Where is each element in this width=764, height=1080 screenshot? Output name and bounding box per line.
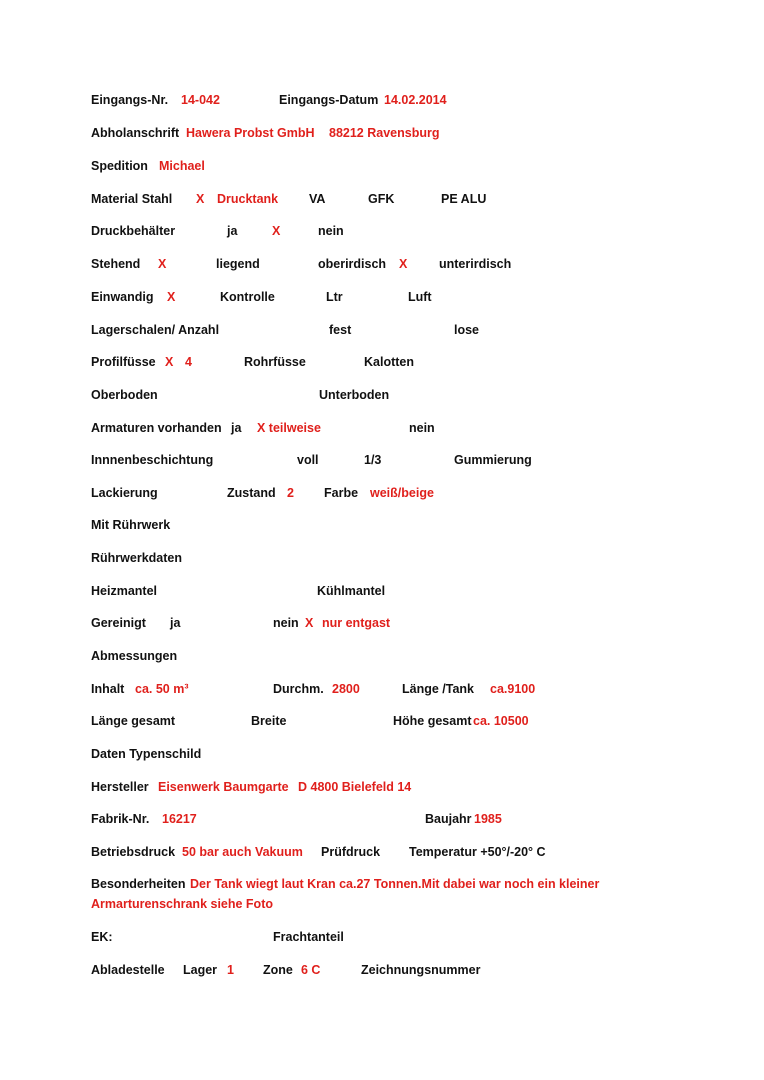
row-druckbehaelter <box>0 222 764 240</box>
field-label: VA <box>309 192 326 206</box>
row-material <box>0 190 764 208</box>
field-label: Zeichnungsnummer <box>361 963 481 977</box>
row-inhalt <box>0 680 764 698</box>
field-value: D 4800 Bielefeld 14 <box>298 780 412 794</box>
row-innenbeschichtung <box>0 451 764 469</box>
field-label: Frachtanteil <box>273 930 344 944</box>
field-label: Länge gesamt <box>91 714 176 728</box>
field-label: lose <box>454 323 480 337</box>
field-label: Betriebsdruck <box>91 845 176 859</box>
row-abholanschrift <box>0 124 764 142</box>
field-value: 2 <box>287 486 294 500</box>
row-hersteller <box>0 778 764 796</box>
field-value: Drucktank <box>217 192 279 206</box>
row-lackierung <box>0 484 764 502</box>
field-label: Unterboden <box>319 388 390 402</box>
field-label: Baujahr <box>425 812 472 826</box>
field-value: X <box>305 616 314 630</box>
row-lagerschalen <box>0 321 764 339</box>
row-oberboden <box>0 386 764 404</box>
field-label: Rohrfüsse <box>244 355 306 369</box>
field-label: Profilfüsse <box>91 355 156 369</box>
field-value: X <box>165 355 174 369</box>
field-label: Stehend <box>91 257 141 271</box>
field-label: Lagerschalen/ Anzahl <box>91 323 220 337</box>
row-besonderheiten-2 <box>0 895 764 913</box>
field-label: Temperatur +50°/-20° C <box>409 845 546 859</box>
field-label: Spedition <box>91 159 148 173</box>
field-label: Eingangs-Nr. <box>91 93 169 107</box>
field-label: Eingangs-Datum <box>279 93 379 107</box>
field-label: voll <box>297 453 319 467</box>
field-label: Breite <box>251 714 287 728</box>
field-label: ja <box>227 224 238 238</box>
field-label: Gummierung <box>454 453 532 467</box>
row-gereinigt <box>0 614 764 632</box>
field-label: Länge /Tank <box>402 682 475 696</box>
field-label: Durchm. <box>273 682 324 696</box>
field-value: 14.02.2014 <box>384 93 447 107</box>
row-einwandig <box>0 288 764 306</box>
field-label: Gereinigt <box>91 616 146 630</box>
field-value: X <box>196 192 205 206</box>
row-laenge-gesamt <box>0 712 764 730</box>
field-label: nein <box>409 421 435 435</box>
field-label: ja <box>170 616 181 630</box>
field-value: X <box>158 257 167 271</box>
field-label: ja <box>231 421 242 435</box>
field-value: 14-042 <box>181 93 220 107</box>
field-value: Eisenwerk Baumgarte <box>158 780 289 794</box>
field-label: fest <box>329 323 352 337</box>
field-value: X <box>167 290 176 304</box>
row-betriebsdruck <box>0 843 764 861</box>
field-label: Lager <box>183 963 218 977</box>
field-value: X <box>399 257 408 271</box>
field-label: Kalotten <box>364 355 414 369</box>
field-label: Zone <box>263 963 293 977</box>
field-label: Ltr <box>326 290 343 304</box>
field-label: Einwandig <box>91 290 154 304</box>
field-label: Abmessungen <box>91 649 178 663</box>
field-value: 88212 Ravensburg <box>329 126 440 140</box>
field-value: 2800 <box>332 682 360 696</box>
field-value: Der Tank wiegt laut Kran ca.27 Tonnen.Mit dabei war noch ein kleiner <box>190 877 600 891</box>
row-eingangs <box>0 91 764 109</box>
row-ek <box>0 928 764 946</box>
row-ruehrwerk <box>0 516 764 534</box>
field-value: nur entgast <box>322 616 391 630</box>
field-label: unterirdisch <box>439 257 512 271</box>
field-value: 1 <box>227 963 234 977</box>
field-value: 16217 <box>162 812 197 826</box>
row-typenschild <box>0 745 764 763</box>
field-value: Michael <box>159 159 205 173</box>
field-value: X <box>272 224 281 238</box>
field-label: Druckbehälter <box>91 224 176 238</box>
field-label: Abladestelle <box>91 963 165 977</box>
field-value: ca. 50 m³ <box>135 682 189 696</box>
field-value: weiß/beige <box>370 486 434 500</box>
field-label: Farbe <box>324 486 359 500</box>
row-fabrik <box>0 810 764 828</box>
field-value: ca. 10500 <box>473 714 529 728</box>
field-label: Höhe gesamt <box>393 714 472 728</box>
field-value: Armarturenschrank siehe Foto <box>91 897 273 911</box>
row-armaturen <box>0 419 764 437</box>
field-value: 50 bar auch Vakuum <box>182 845 303 859</box>
field-label: Material Stahl <box>91 192 173 206</box>
field-label: Fabrik-Nr. <box>91 812 150 826</box>
field-label: Rührwerkdaten <box>91 551 182 565</box>
field-value: 1985 <box>474 812 502 826</box>
field-label: Besonderheiten <box>91 877 186 891</box>
field-label: Oberboden <box>91 388 158 402</box>
field-value: 6 C <box>301 963 321 977</box>
field-label: 1/3 <box>364 453 382 467</box>
field-label: Zustand <box>227 486 276 500</box>
field-label: Armaturen vorhanden <box>91 421 222 435</box>
field-value: 4 <box>185 355 192 369</box>
field-value: Hawera Probst GmbH <box>186 126 315 140</box>
row-abmessungen <box>0 647 764 665</box>
field-label: Heizmantel <box>91 584 157 598</box>
row-profilfuesse <box>0 353 764 371</box>
field-label: Kühlmantel <box>317 584 386 598</box>
field-label: Lackierung <box>91 486 158 500</box>
field-label: liegend <box>216 257 260 271</box>
field-label: Prüfdruck <box>321 845 381 859</box>
row-heizmantel <box>0 582 764 600</box>
field-label: nein <box>318 224 344 238</box>
field-label: Daten Typenschild <box>91 747 202 761</box>
field-label: Kontrolle <box>220 290 275 304</box>
row-ruehrwerkdaten <box>0 549 764 567</box>
field-value: ca.9100 <box>490 682 536 696</box>
field-label: Abholanschrift <box>91 126 180 140</box>
field-label: EK: <box>91 930 113 944</box>
field-label: GFK <box>368 192 395 206</box>
field-label: Inhalt <box>91 682 125 696</box>
row-spedition <box>0 157 764 175</box>
field-label: Innnenbeschichtung <box>91 453 214 467</box>
field-label: PE ALU <box>441 192 487 206</box>
field-label: nein <box>273 616 299 630</box>
field-value: X teilweise <box>257 421 321 435</box>
row-abladestelle <box>0 961 764 979</box>
row-besonderheiten <box>0 875 764 893</box>
field-label: Luft <box>408 290 432 304</box>
field-label: Mit Rührwerk <box>91 518 171 532</box>
row-stehend <box>0 255 764 273</box>
field-label: oberirdisch <box>318 257 387 271</box>
field-label: Hersteller <box>91 780 149 794</box>
